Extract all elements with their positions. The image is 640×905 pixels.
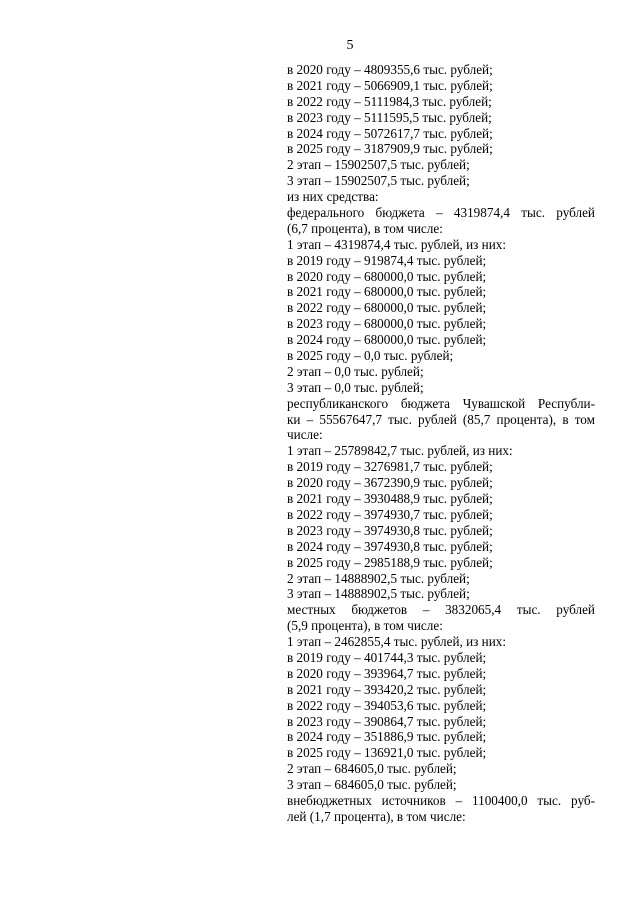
text-line: в 2019 году – 401744,3 тыс. рублей; [287,649,487,665]
text-line: в 2021 году – 680000,0 тыс. рублей; [287,284,487,300]
text-line: в 2023 году – 5111595,5 тыс. рублей; [287,109,492,125]
text-line: 1 этап – 4319874,4 тыс. рублей, из них: [287,236,507,252]
text-line: в 2021 году – 5066909,1 тыс. рублей; [287,77,493,93]
text-line: в 2022 году – 680000,0 тыс. рублей; [287,300,487,316]
text-line: 3 этап – 0,0 тыс. рублей; [287,379,424,395]
text-line: (5,9 процента), в том числе: [287,618,443,634]
text-line: в 2025 году – 136921,0 тыс. рублей; [287,745,487,761]
text-line: в 2024 году – 3974930,8 тыс. рублей; [287,538,493,554]
text-line: 2 этап – 14888902,5 тыс. рублей; [287,570,470,586]
text-line: 2 этап – 684605,0 тыс. рублей; [287,761,457,777]
document-body [287,62,595,825]
text-line: ки – 55567647,7 тыс. рублей (85,7 процента), в том [287,411,595,427]
text-line: из них средства: [287,189,379,205]
text-line: числе: [287,427,323,443]
text-line: 2 этап – 15902507,5 тыс. рублей; [287,157,470,173]
text-line: в 2022 году – 5111984,3 тыс. рублей; [287,93,492,109]
text-line: в 2020 году – 393964,7 тыс. рублей; [287,665,487,681]
text-line: федерального бюджета – 4319874,4 тыс. рублей [287,205,595,221]
text-line: в 2019 году – 3276981,7 тыс. рублей; [287,459,493,475]
text-line: в 2025 году – 2985188,9 тыс. рублей; [287,554,493,570]
text-line: в 2023 году – 3974930,8 тыс. рублей; [287,522,493,538]
text-line: в 2025 году – 0,0 тыс. рублей; [287,348,454,364]
text-line: 3 этап – 684605,0 тыс. рублей; [287,777,457,793]
text-line: в 2020 году – 3672390,9 тыс. рублей; [287,475,493,491]
text-line: в 2020 году – 680000,0 тыс. рублей; [287,268,487,284]
text-line: республиканского бюджета Чувашской Республи- [287,395,595,411]
text-line: в 2025 году – 3187909,9 тыс. рублей; [287,141,493,157]
text-line: в 2024 году – 5072617,7 тыс. рублей; [287,125,493,141]
text-line: внебюджетных источников – 1100400,0 тыс. руб- [287,792,595,808]
text-line: лей (1,7 процента), в том числе: [287,808,466,824]
text-line: 1 этап – 25789842,7 тыс. рублей, из них: [287,443,513,459]
text-line: 1 этап – 2462855,4 тыс. рублей, из них: [287,634,507,650]
text-line: в 2022 году – 3974930,7 тыс. рублей; [287,506,493,522]
text-line: в 2024 году – 680000,0 тыс. рублей; [287,332,487,348]
text-line: 2 этап – 0,0 тыс. рублей; [287,363,424,379]
text-line: (6,7 процента), в том числе: [287,220,443,236]
text-line: 3 этап – 14888902,5 тыс. рублей; [287,586,470,602]
text-line: в 2021 году – 3930488,9 тыс. рублей; [287,491,493,507]
text-line: 3 этап – 15902507,5 тыс. рублей; [287,173,470,189]
text-line: в 2023 году – 680000,0 тыс. рублей; [287,316,487,332]
text-line: в 2024 году – 351886,9 тыс. рублей; [287,729,487,745]
text-line: в 2022 году – 394053,6 тыс. рублей; [287,697,487,713]
page-number: 5 [346,38,354,53]
text-line: местных бюджетов – 3832065,4 тыс. рублей [287,602,595,618]
text-line: в 2021 году – 393420,2 тыс. рублей; [287,681,487,697]
text-line: в 2019 году – 919874,4 тыс. рублей; [287,252,487,268]
text-line: в 2023 году – 390864,7 тыс. рублей; [287,713,487,729]
text-line: в 2020 году – 4809355,6 тыс. рублей; [287,62,493,77]
